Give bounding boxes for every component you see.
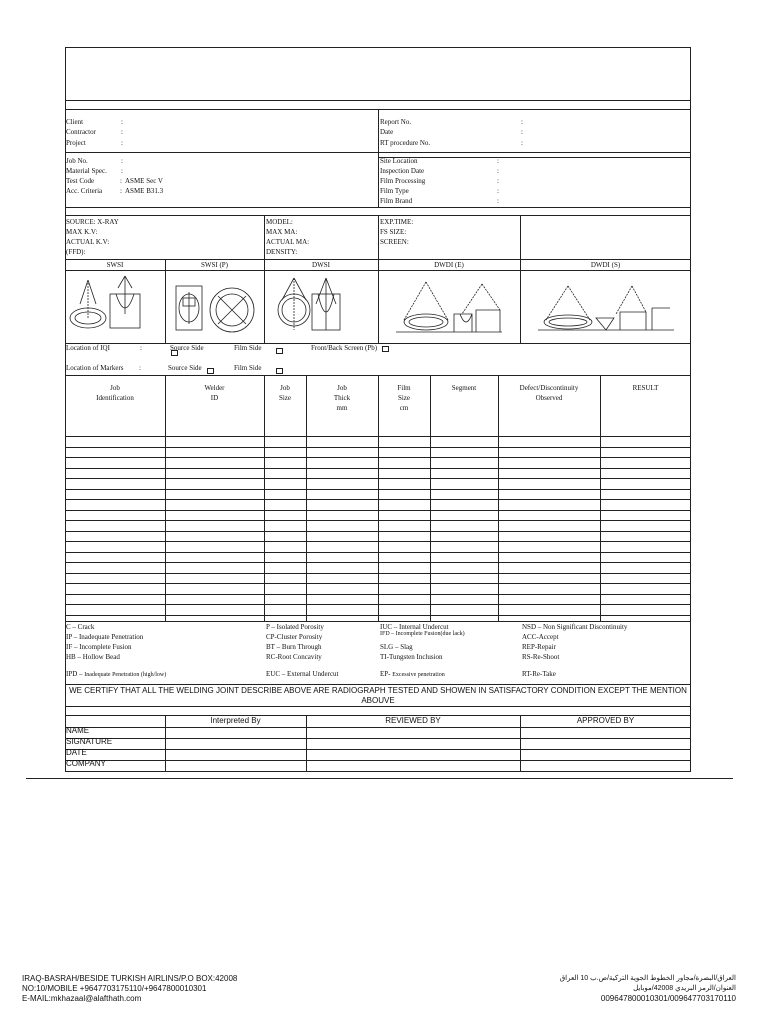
test-code-label: Test Code [66,177,95,185]
iqi-source-side-checkbox[interactable] [171,350,178,356]
dwdi-s-sketch [534,282,680,338]
table-row [65,531,691,532]
footer-divider [26,778,733,779]
certify-statement: WE CERTIFY THAT ALL THE WELDING JOINT DESCRIBE ABOVE ARE RADIOGRAPH TESTED AND SHOWEN IN SATISFACTORY CONDITION EXCEPT THE MENTION ABOUVE [69,686,687,705]
material-spec-label: Material Spec. [66,167,107,175]
report-no-label: Report No. [380,118,412,126]
th-film-size: Film Size cm [397,384,411,412]
project-label: Project [66,139,86,147]
screen-label: SCREEN: [380,238,409,246]
density-label: DENSITY: [266,248,298,256]
source-label: SOURCE: X-RAY [66,218,119,226]
table-row [65,447,691,448]
actual-kv-label: ACTUAL K.V: [66,238,110,246]
name-row-label: NAME [66,726,90,735]
th-result: RESULT [632,384,659,392]
tech-dwdi-e: DWDI (E) [434,261,464,269]
date-row-label: DATE [66,748,87,757]
rt-procedure-label: RT procedure No. [380,139,431,147]
actual-ma-label: ACTUAL MA: [266,238,310,246]
film-processing-label: Film Processing [380,177,426,185]
max-kv-label: MAX K.V: [66,228,98,236]
model-label: MODEL: [266,218,293,226]
acc-criteria-value: ASME B31.3 [125,187,164,195]
fs-size-label: FS SIZE: [380,228,407,236]
tech-dwsi: DWSI [312,261,330,269]
ffd-label: (FFD): [66,248,86,256]
table-row [65,478,691,479]
table-row [65,468,691,469]
iqi-screen: Front/Back Screen (Pb) [311,344,378,352]
th-defect: Defect/Discontinuity Observed [519,384,579,402]
marker-source-side: Source Side [168,364,202,372]
table-row [65,510,691,511]
swsi-sketch [68,274,162,338]
marker-film-side-checkbox[interactable] [276,368,283,374]
approved-by-header: APPROVED BY [576,716,635,725]
marker-source-side-checkbox[interactable] [207,368,214,374]
th-job-size: Job Size [278,384,292,402]
contractor-label: Contractor [66,128,96,136]
table-row [65,541,691,542]
table-row [65,604,691,605]
dwdi-e-sketch [392,280,512,338]
tech-swsi: SWSI [106,261,124,269]
site-location-label: Site Location [380,157,418,165]
table-row [65,436,691,437]
interpreted-by-header: Interpreted By [210,716,261,725]
test-code-value: ASME Sec V [125,177,163,185]
client-label: Client [66,118,84,126]
dwsi-sketch [272,274,372,338]
signature-row-label: SIGNATURE [66,737,113,746]
company-row-label: COMPANY [66,759,106,768]
table-row [65,573,691,574]
swsi-p-sketch [170,274,260,338]
table-row [65,552,691,553]
tech-swsi-p: SWSI (P) [200,261,229,269]
table-row [65,457,691,458]
iqi-film-side-checkbox[interactable] [276,348,283,354]
date-label: Date [380,128,394,136]
table-row [65,520,691,521]
table-row [65,499,691,500]
job-no-label: Job No. [66,157,88,165]
th-job-thick: Job Thick mm [333,384,351,412]
exp-time-label: EXP.TIME: [380,218,414,226]
marker-film-side: Film Side [234,364,262,372]
table-row [65,583,691,584]
table-row [65,594,691,595]
film-brand-label: Film Brand [380,197,413,205]
iqi-label: Location of IQI [66,344,110,352]
iqi-source-side: Source Side [170,344,204,352]
table-row [65,489,691,490]
table-row [65,615,691,616]
reviewed-by-header: REVIEWED BY [385,716,441,725]
iqi-film-side: Film Side [234,344,262,352]
tech-dwdi-s: DWDI (S) [590,261,621,269]
max-ma-label: MAX MA: [266,228,298,236]
acc-criteria-label: Acc. Criteria [66,187,103,195]
iqi-screen-checkbox[interactable] [382,346,389,352]
th-welder-id: Welder ID [204,384,225,402]
inspection-date-label: Inspection Date [380,167,425,175]
th-segment: Segment [451,384,477,392]
th-job-identification: Job Identification [96,384,134,402]
marker-label: Location of Markers [66,364,124,372]
film-type-label: Film Type [380,187,409,195]
table-row [65,562,691,563]
